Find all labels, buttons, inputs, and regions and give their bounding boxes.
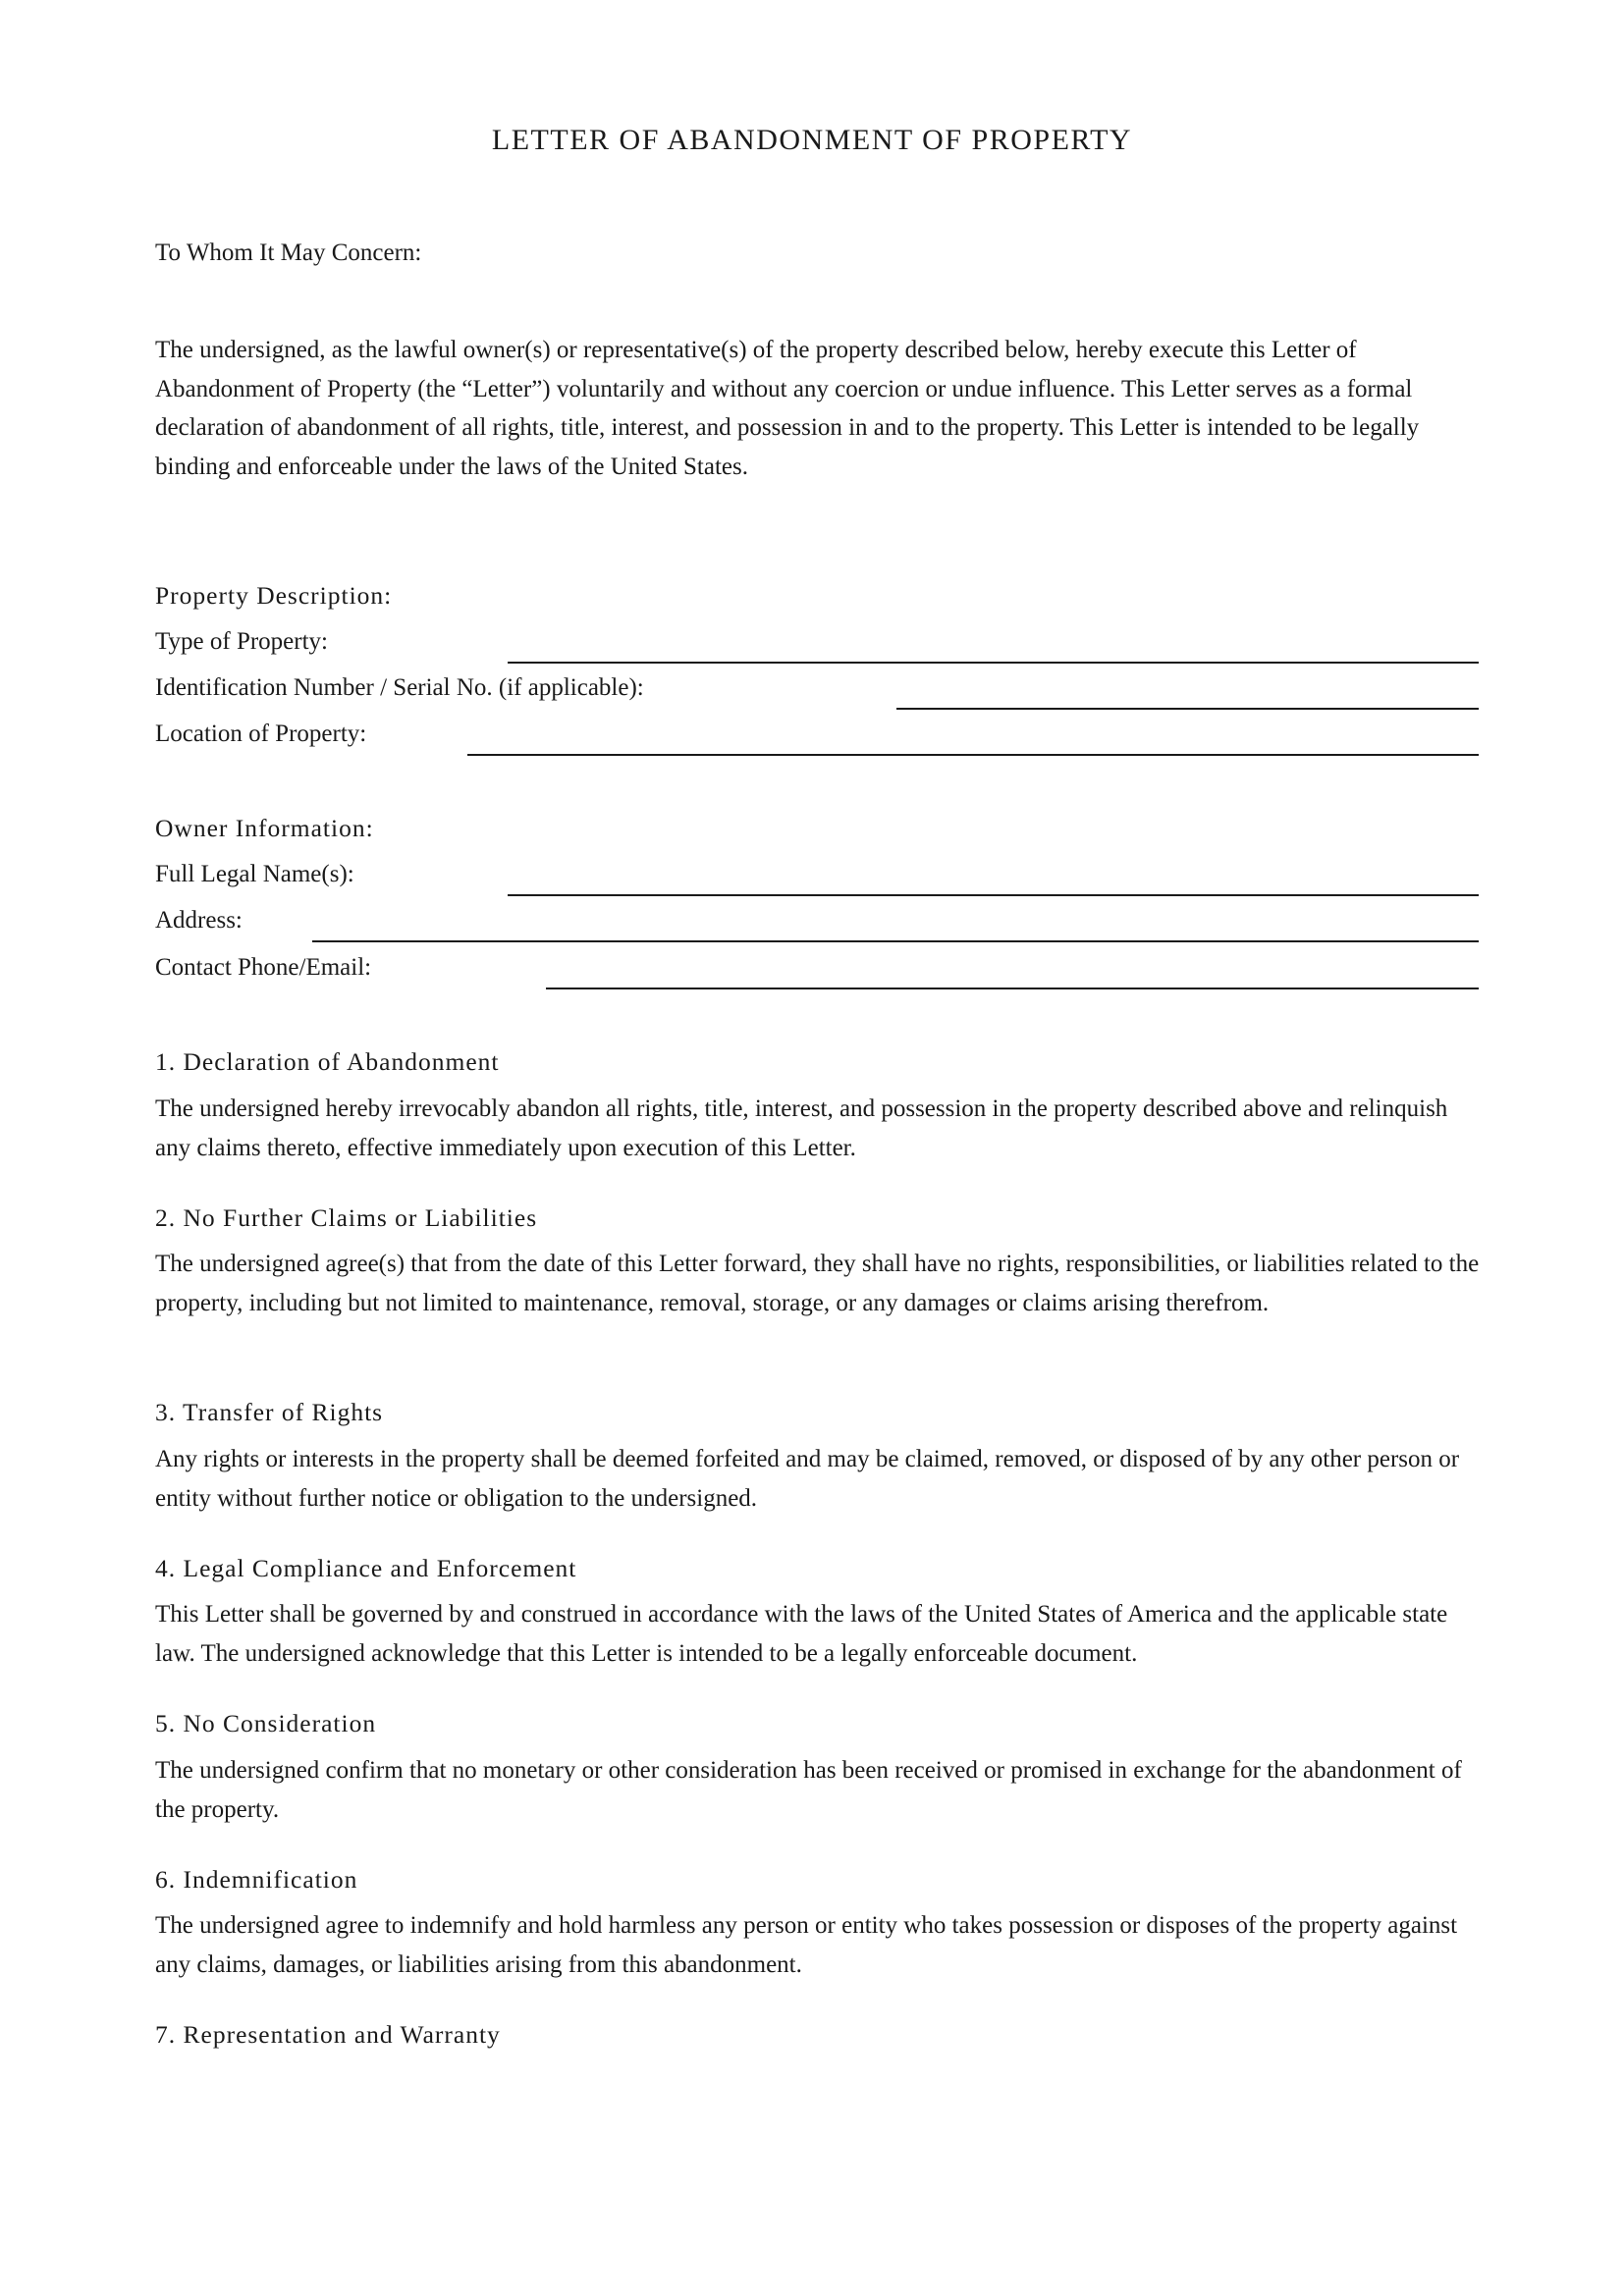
contact-phone-email-label: Contact Phone/Email: — [155, 954, 372, 981]
location-of-property-field[interactable] — [467, 721, 1479, 756]
full-legal-name-field[interactable] — [508, 861, 1479, 896]
clause-1-heading: 1. Declaration of Abandonment — [155, 1047, 500, 1076]
address-label: Address: — [155, 907, 243, 934]
clause-2-body: The undersigned agree(s) that from the date of this Letter forward, they shall have no rights, responsibilities, or liabilities related to the property, including but not limited to maintenance, removal, storage, or any damages or claims arising therefrom. — [155, 1251, 1480, 1316]
clause-5-body: The undersigned confirm that no monetary or other consideration has been received or promised in exchange for the abandonment of the property. — [155, 1757, 1462, 1823]
clause-4-heading: 4. Legal Compliance and Enforcement — [155, 1554, 577, 1582]
clause-6-heading: 6. Indemnification — [155, 1865, 358, 1894]
clause-3-body: Any rights or interests in the property shall be deemed forfeited and may be claimed, removed, or disposed of by any other person or entity without further notice or obligation to the undersigned. — [155, 1446, 1460, 1512]
clause-2-heading: 2. No Further Claims or Liabilities — [155, 1203, 538, 1232]
salutation: To Whom It May Concern: — [155, 240, 422, 266]
intro-paragraph: The undersigned, as the lawful owner(s) or representative(s) of the property described below, hereby execute this Letter of Abandonment of Property (the “Letter”) voluntarily and without any coercion or undue influence. This Letter serves as a formal declaration of abandonment of all rights, title, interest, and possession in and to the property. This Letter is intended to be legally binding and enforceable under the laws of the United States. — [155, 337, 1420, 480]
type-of-property-label: Type of Property: — [155, 628, 328, 655]
full-legal-name-label: Full Legal Name(s): — [155, 861, 354, 887]
location-of-property-label: Location of Property: — [155, 721, 367, 747]
contact-phone-email-field[interactable] — [546, 954, 1479, 989]
clause-3-heading: 3. Transfer of Rights — [155, 1398, 384, 1426]
identification-number-label: Identification Number / Serial No. (if applicable): — [155, 674, 644, 701]
type-of-property-field[interactable] — [508, 628, 1479, 664]
clause-5-heading: 5. No Consideration — [155, 1709, 377, 1737]
clause-4-body: This Letter shall be governed by and construed in accordance with the laws of the United States of America and the applicable state law. The undersigned acknowledge that this Letter is intended to be a legally enforceable document. — [155, 1601, 1448, 1667]
clause-1-body: The undersigned hereby irrevocably abandon all rights, title, interest, and possession in the property described above and relinquish any claims thereto, effective immediately upon execution of this Letter. — [155, 1095, 1448, 1161]
document-title: LETTER OF ABANDONMENT OF PROPERTY — [491, 124, 1133, 156]
owner-information-heading: Owner Information: — [155, 814, 374, 842]
address-field[interactable] — [312, 907, 1479, 942]
identification-number-field[interactable] — [896, 674, 1479, 710]
clause-6-body: The undersigned agree to indemnify and hold harmless any person or entity who takes possession or disposes of the property against any claims, damages, or liabilities arising from this abandonment. — [155, 1912, 1458, 1978]
clause-7-heading: 7. Representation and Warranty — [155, 2020, 501, 2049]
property-description-heading: Property Description: — [155, 581, 393, 610]
